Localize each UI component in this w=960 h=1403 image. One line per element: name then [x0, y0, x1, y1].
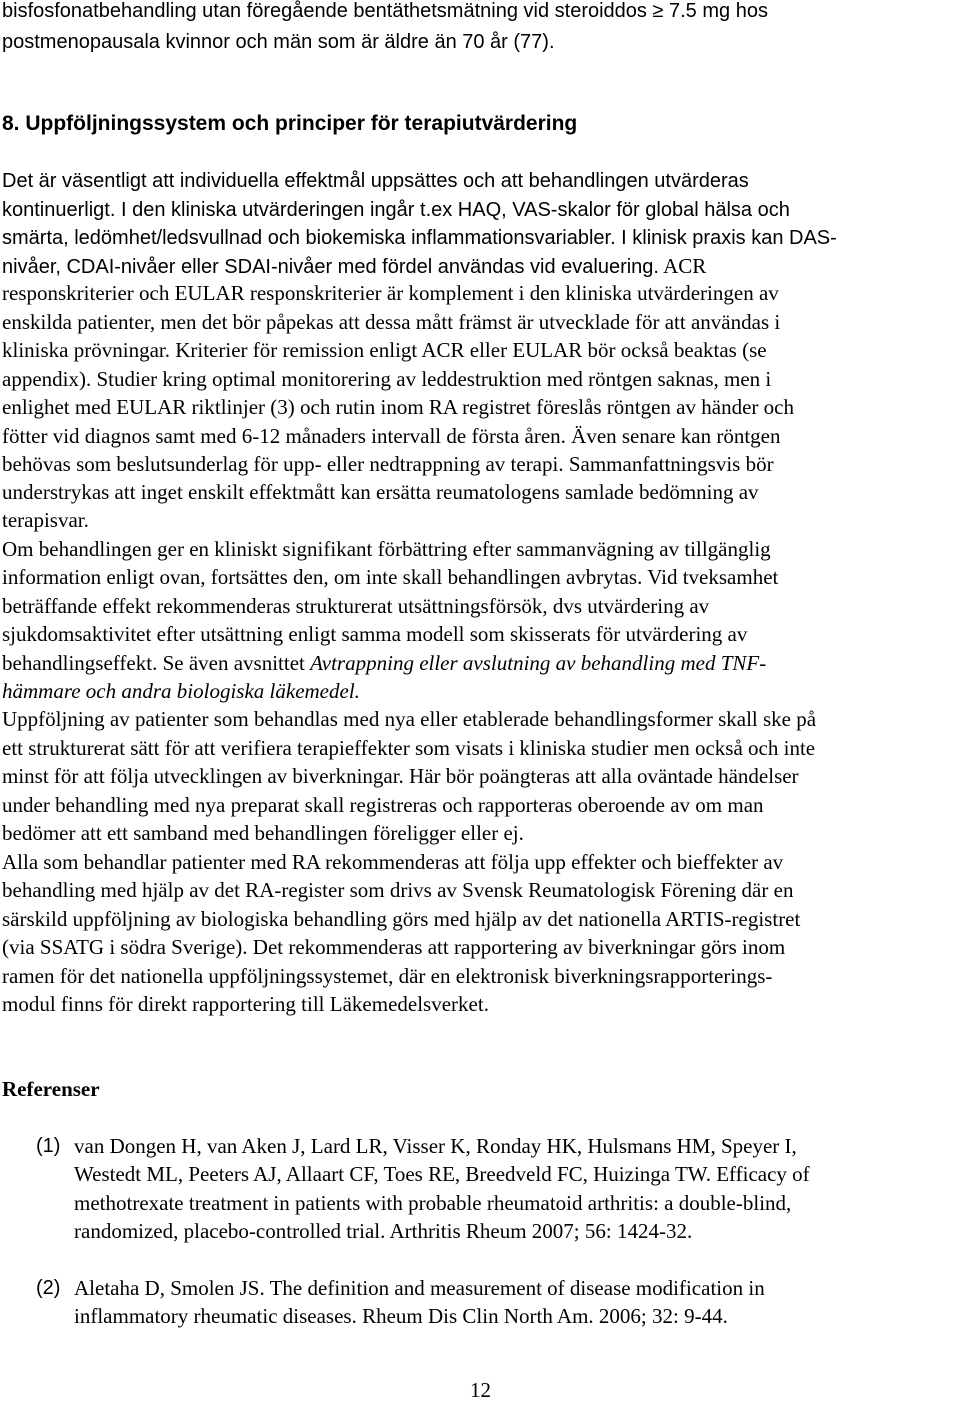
- body-line-5: responskriterier och EULAR responskriterier är komplement i den kliniska utvärderingen av: [2, 281, 779, 305]
- body-line-11: behövas som beslutsunderlag för upp- eller nedtrappning av terapi. Sammanfattningsvis bör: [2, 452, 774, 476]
- body-line-13: terapisvar.: [2, 508, 89, 532]
- page-number: 12: [470, 1378, 491, 1402]
- body-line-12: understrykas att inget enskilt effektmått kan ersätta reumatologens samlade bedömning av: [2, 480, 759, 504]
- references-heading: Referenser: [2, 1077, 100, 1101]
- crossref-title-part2: hämmare och andra biologiska läkemedel.: [2, 679, 360, 703]
- crossref-title-part1: Avtrappning eller avslutning av behandling med TNF-: [310, 651, 767, 675]
- body-line-30: modul finns för direkt rapportering till Läkemedelsverket.: [2, 992, 489, 1016]
- body-line-4-sans: nivåer, CDAI-nivåer eller SDAI-nivåer med fördel användas vid evaluering.: [2, 256, 659, 278]
- body-line-6: enskilda patienter, men det bör påpekas att dessa mått främst är utvecklade för att användas i: [2, 310, 781, 334]
- body-line-27: särskild uppföljning av biologiska behandling görs med hjälp av det nationella ARTIS-registret: [2, 907, 801, 931]
- body-line-9: enlighet med EULAR riktlinjer (3) och rutin inom RA registret föreslås röntgen av händer och: [2, 395, 794, 419]
- body-line-14: Om behandlingen ger en kliniskt signifikant förbättring efter sammanvägning av tillgänglig: [2, 537, 771, 561]
- reference-line: inflammatory rheumatic diseases. Rheum Dis Clin North Am. 2006; 32: 9-44.: [74, 1304, 728, 1328]
- reference-line: Westedt ML, Peeters AJ, Allaart CF, Toes RE, Breedveld FC, Huizinga TW. Efficacy of: [74, 1162, 810, 1186]
- body-line-7: kliniska prövningar. Kriterier för remission enligt ACR eller EULAR bör också beaktas (se: [2, 338, 767, 362]
- body-line-19: [2, 679, 360, 704]
- body-line-8: appendix). Studier kring optimal monitorering av leddestruktion med röntgen saknas, men i: [2, 367, 772, 391]
- body-line-22: minst för att följa utvecklingen av biverkningar. Här bör poängteras att alla oväntade händelser: [2, 764, 799, 788]
- body-line-4-serif: ACR: [658, 254, 707, 278]
- body-line-28: (via SSATG i södra Sverige). Det rekommenderas att rapportering av biverkningar görs inom: [2, 935, 786, 959]
- body-line-23: under behandling med nya preparat skall registreras och rapporteras oberoende av om man: [2, 793, 764, 817]
- body-line-21: ett strukturerat sätt för att verifiera terapieffekter som visats i kliniska studier men också och inte: [2, 736, 816, 760]
- intro-line-1: bisfosfonatbehandling utan föregående bentäthetsmätning vid steroiddos ≥ 7.5 mg hos: [2, 0, 768, 22]
- body-line-29: ramen för det nationella uppföljningssystemet, där en elektronisk biverkningsrapporterings-: [2, 964, 773, 988]
- body-line-18-text: behandlingseffekt. Se även avsnittet: [2, 651, 311, 675]
- reference-line: van Dongen H, van Aken J, Lard LR, Visser K, Ronday HK, Hulsmans HM, Speyer I,: [74, 1134, 797, 1158]
- body-line-18: [2, 651, 766, 676]
- body-line-20: Uppföljning av patienter som behandlas med nya eller etablerade behandlingsformer skall ske på: [2, 707, 817, 731]
- body-line-1: Det är väsentligt att individuella effektmål uppsättes och att behandlingen utvärderas: [2, 170, 749, 192]
- body-line-25: Alla som behandlar patienter med RA rekommenderas att följa upp effekter och bieffekter av: [2, 850, 784, 874]
- body-line-2: kontinuerligt. I den kliniska utvärderingen ingår t.ex HAQ, VAS-skalor för global hälsa och: [2, 199, 790, 221]
- body-line-26: behandling med hjälp av det RA-register som drivs av Svensk Reumatologisk Förening där en: [2, 878, 794, 902]
- reference-number: (2): [36, 1277, 61, 1299]
- body-line-3: smärta, ledömhet/ledsvullnad och biokemiska inflammationsvariabler. I klinisk praxis kan DAS-: [2, 227, 837, 249]
- body-line-24: bedömer att ett samband med behandlingen föreligger eller ej.: [2, 821, 524, 845]
- reference-number: (1): [36, 1135, 61, 1157]
- body-line-10: fötter vid diagnos samt med 6-12 månaders intervall de första åren. Även senare kan röntgen: [2, 424, 781, 448]
- reference-line: Aletaha D, Smolen JS. The definition and measurement of disease modification in: [74, 1276, 765, 1300]
- reference-line: randomized, placebo-controlled trial. Arthritis Rheum 2007; 56: 1424-32.: [74, 1219, 693, 1243]
- section-heading: 8. Uppföljningssystem och principer för terapiutvärdering: [2, 112, 578, 135]
- body-line-15: information enligt ovan, fortsättes den, om inte skall behandlingen avbrytas. Vid tveksamhet: [2, 565, 779, 589]
- reference-line: methotrexate treatment in patients with probable rheumatoid arthritis: a double-blind,: [74, 1191, 792, 1215]
- body-line-16: beträffande effekt rekommenderas strukturerat utsättningsförsök, dvs utvärdering av: [2, 594, 710, 618]
- body-line-4: [2, 254, 706, 279]
- intro-line-2: postmenopausala kvinnor och män som är äldre än 70 år (77).: [2, 31, 555, 53]
- body-line-17: sjukdomsaktivitet efter utsättning enligt samma modell som skisserats för utvärdering av: [2, 622, 748, 646]
